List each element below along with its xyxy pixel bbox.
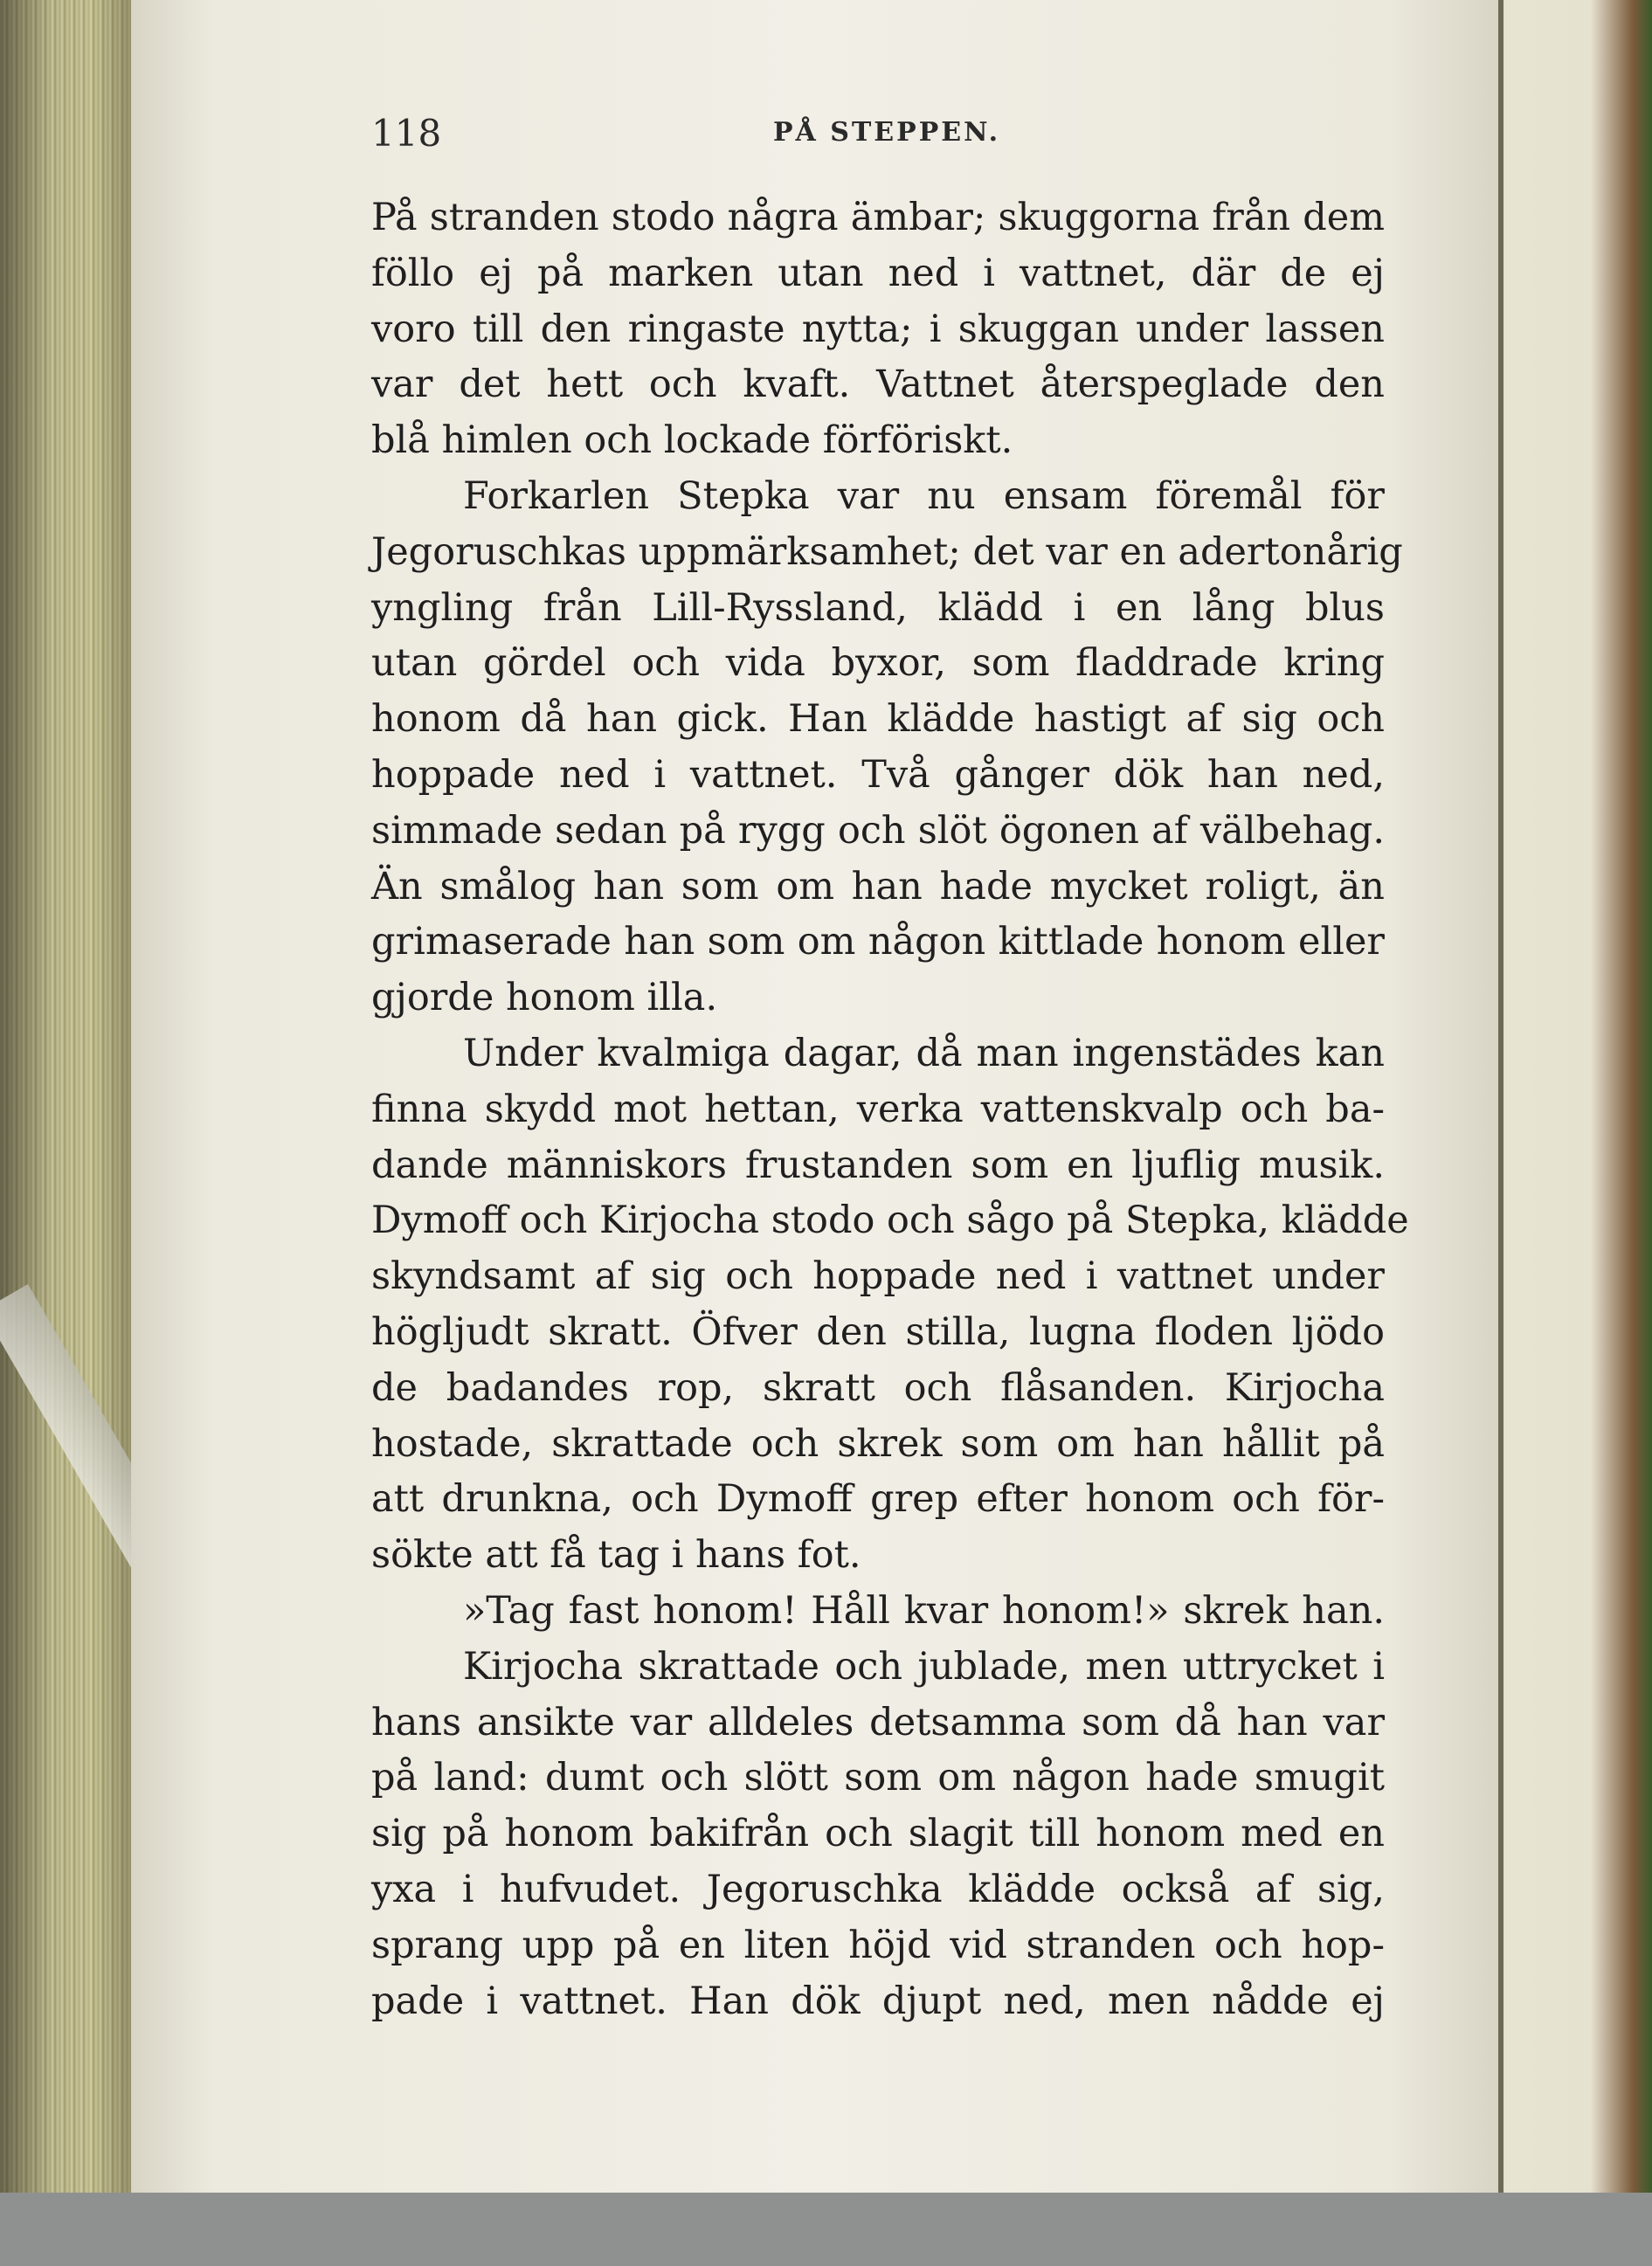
text-line: Än smålog han som om han hade mycket roligt, än <box>371 864 1385 908</box>
text-line: hoppade ned i vattnet. Två gånger dök han ned, <box>371 752 1385 797</box>
text-line: föllo ej på marken utan ned i vattnet, där de ej <box>371 251 1385 295</box>
text-line: högljudt skratt. Öfver den stilla, lugna floden ljödo <box>371 1309 1385 1354</box>
text-line: på land: dumt och slött som om någon hade smugit <box>371 1756 1385 1800</box>
text-line: Jegoruschkas uppmärksamhet; det var en adertonårig <box>371 529 1403 574</box>
text-line: yxa i hufvudet. Jegoruschka klädde också af sig, <box>371 1867 1385 1911</box>
scan-bottom-strip <box>0 2193 1652 2266</box>
text-line: dande människors frustanden som en ljuflig musik. <box>371 1143 1385 1187</box>
text-line: voro till den ringaste nytta; i skuggan under lassen <box>371 307 1385 351</box>
text-line: pade i vattnet. Han dök djupt ned, men nådde ej <box>371 1979 1385 2023</box>
text-line: finna skydd mot hettan, verka vattenskvalp och ba- <box>371 1087 1385 1131</box>
text-line: honom då han gick. Han klädde hastigt af sig och <box>371 697 1385 742</box>
text-line: gjorde honom illa. <box>371 976 718 1020</box>
text-line: blå himlen och lockade förföriskt. <box>371 418 1013 463</box>
body-text <box>371 190 1409 2029</box>
text-line: att drunkna, och Dymoff grep efter honom och för- <box>371 1477 1385 1522</box>
text-line: de badandes rop, skratt och flåsanden. Kirjocha <box>371 1365 1385 1410</box>
text-line: På stranden stodo några ämbar; skuggorna från dem <box>371 196 1385 239</box>
text-line: Forkarlen Stepka var nu ensam föremål för <box>463 473 1385 518</box>
text-line: hans ansikte var alldeles detsamma som då han var <box>371 1700 1385 1744</box>
text-line: skyndsamt af sig och hoppade ned i vattnet under <box>371 1254 1385 1299</box>
text-line: Kirjocha skrattade och jublade, men uttrycket i <box>463 1644 1385 1689</box>
text-line: sig på honom bakifrån och slagit till honom med en <box>371 1812 1385 1856</box>
running-title: PÅ STEPPEN. <box>773 117 1001 148</box>
left-page-edges <box>0 0 131 2193</box>
right-page-edge <box>1498 0 1652 2193</box>
text-line: hostade, skrattade och skrek som om han hållit på <box>371 1421 1385 1466</box>
text-line: utan gördel och vida byxor, som fladdrade kring <box>371 641 1385 686</box>
running-header <box>371 112 1385 164</box>
text-line: Dymoff och Kirjocha stodo och sågo på Stepka, klädde <box>371 1199 1409 1243</box>
text-line: yngling från Lill-Ryssland, klädd i en lång blus <box>371 585 1385 630</box>
text-line: simmade sedan på rygg och slöt ögonen af välbehag. <box>371 808 1385 853</box>
text-line: »Tag fast honom! Håll kvar honom!» skrek han. <box>463 1588 1385 1633</box>
text-line: Under kvalmiga dagar, då man ingenstädes kan <box>463 1031 1385 1075</box>
text-line: var det hett och kvaft. Vattnet återspeglade den <box>371 363 1385 407</box>
text-line: sprang upp på en liten höjd vid stranden och hop- <box>371 1923 1385 1967</box>
page-number: 118 <box>371 112 442 155</box>
text-line: grimaserade han som om någon kittlade honom eller <box>371 920 1385 964</box>
text-line: sökte att få tag i hans fot. <box>371 1533 861 1578</box>
